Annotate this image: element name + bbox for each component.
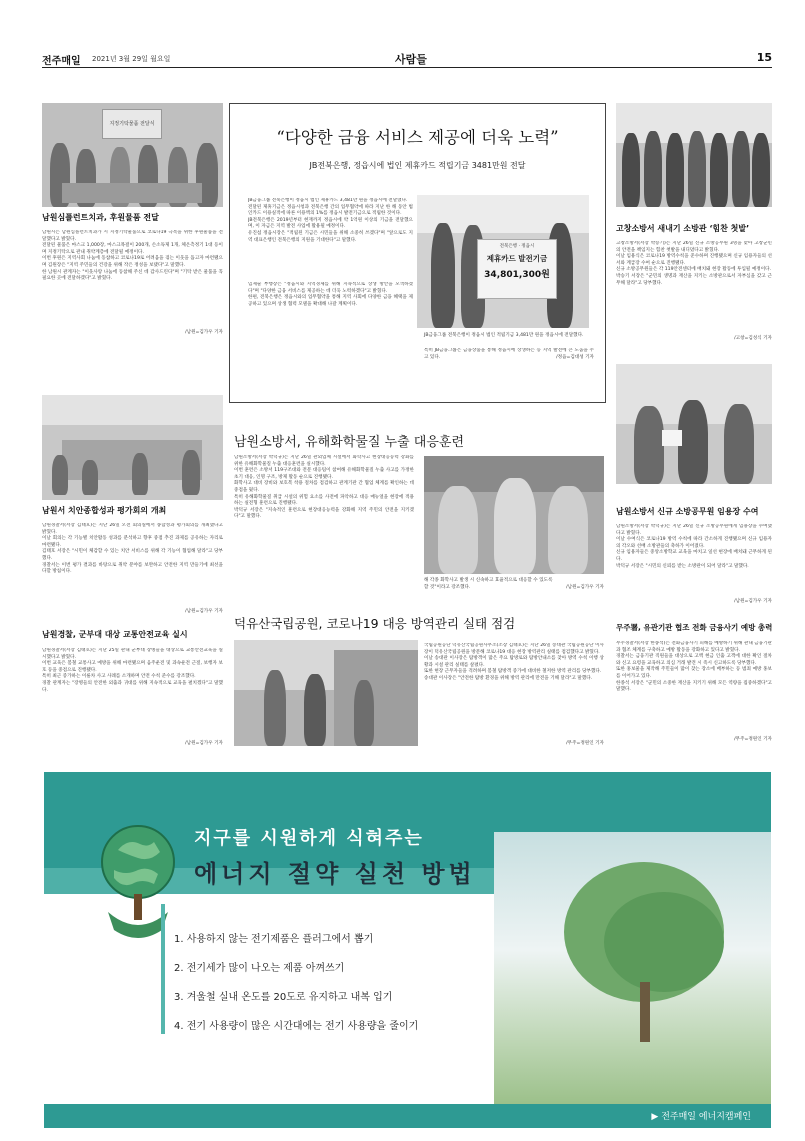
- byline: /남원=김가우 기자: [185, 330, 223, 335]
- byline: /무주=정원인 기자: [566, 741, 604, 746]
- tree-canopy: [604, 892, 724, 992]
- article-title: 남원서 치안종합성과 평가회의 개최: [42, 506, 167, 515]
- photo-police-meeting: [42, 395, 223, 500]
- tip-item: 1. 사용하지 않는 전기제품은 플러그에서 뽑기: [174, 934, 374, 945]
- featured-body-2: 임제술 부행장은 "정읍시와 지역경제를 위해 지속적으로 상생 방안을 모색하겠다"며 "다양한 금융 서비스를 제공하는 데 더욱 노력하겠다"고 밝혔다. 한편, 전북은행은 정읍시와의 업무협약을 통해 지역 사회에 다양한 금융 혜택을 제공하고 있으며 상생 협력 모델을 확대해 나갈 계획이다.: [248, 282, 413, 307]
- banner-text: 지정기탁물품 전달식: [109, 121, 155, 127]
- photo-gochang-firefighters: [616, 103, 772, 207]
- byline: /무주=정원인 기자: [734, 737, 772, 742]
- tip-item: 3. 겨울철 실내 온도를 20도로 유지하고 내복 입기: [174, 992, 393, 1003]
- article-body: 남원경찰서(서장 김태호)는 지난 26일 오전 회의실에서 종합성과 평가회의를 개최했다고 밝혔다. 이날 회의는 각 기능별 치안활동 성과를 분석하고 향후 중점 추진 과제를 공유하는 자리로 마련됐다. 김태호 서장은 "시민이 체감할 수 있는 치안 서비스를 위해 각 기능이 협업해 달라"고 당부했다. 경찰서는 이번 평가 결과를 바탕으로 취약 분야를 보완하고 안전한 지역 만들기에 최선을 다할 방침이다.: [42, 523, 223, 575]
- brand-name: 전주매일: [42, 56, 81, 67]
- article-body: 남원경찰서(서장 김태호)는 지난 25일 관내 군부대 장병들을 대상으로 교통안전교육을 실시했다고 밝혔다. 이번 교육은 봄철 교통사고 예방을 위해 마련됐으며 음주운전 및 과속운전 근절, 보행자 보호 등을 중점으로 진행됐다. 특히 최근 증가하는 이륜차 사고 사례를 소개하며 안전 수칙 준수를 강조했다. 경찰 관계자는 "장병들의 안전한 외출과 귀대를 위해 지속적으로 교육을 펼치겠다"고 말했다.: [42, 648, 223, 693]
- byline: /남원=김가우 기자: [185, 741, 223, 746]
- photo-caption: 해 각종 화학사고 발생 시 신속하고 효율적으로 대응할 수 있도록 할 것"이라고 강조했다.: [424, 578, 553, 590]
- article-body: 고창소방서(서장 박승기)는 지난 26일 신규 소방공무원 3명을 맞아 고창군민의 안전을 책임지는 힘찬 첫발을 내디뎠다고 밝혔다. 이날 임용식은 코로나19 방역수칙을 준수하며 진행됐으며 신규 임용자들의 선서와 계급장 수여 순으로 진행됐다. 신규 소방공무원들은 각 119안전센터에 배치돼 현장 활동에 투입될 예정이다. 박승기 서장은 "군민의 생명과 재산을 지키는 소방관으로서 자부심을 갖고 근무해 달라"고 당부했다.: [616, 241, 772, 286]
- byline: /남원=김가우 기자: [566, 585, 604, 590]
- tip-item: 2. 전기세가 많이 나오는 제품 아껴쓰기: [174, 963, 345, 974]
- byline: /남원=김가우 기자: [185, 609, 223, 614]
- photo-dental-donation: [42, 103, 223, 207]
- article-body: 남원소방서(서장 박덕규)는 지난 26일 신규 소방공무원에게 임용장을 수여했다고 밝혔다. 이날 수여식은 코로나19 방역 수칙에 따라 간소하게 진행됐으며 신규 임용자의 각오와 선배 소방관들의 축하가 이어졌다. 신규 임용자들은 중앙소방학교 교육을 마치고 일선 현장에 배치돼 근무하게 된다. 박덕규 서장은 "시민의 신뢰를 받는 소방관이 되어 달라"고 말했다.: [616, 524, 772, 569]
- featured-body-3: 특히 JB금융그룹은 금융상품을 통해 정읍시에 상생하는 등 지역 발전에 큰 도움을 주고 있다.: [424, 348, 594, 360]
- ad-heading-1: 지구를 시원하게 식혀주는: [194, 828, 424, 849]
- byline: /고창=김성식 기자: [734, 336, 772, 341]
- globe-tree-icon: [88, 810, 188, 960]
- photo-bank-donation: [417, 195, 589, 328]
- article-headline: 덕유산국립공원, 코로나19 대응 방역관리 실태 점검: [234, 616, 516, 631]
- energy-campaign-ad: [44, 772, 771, 1128]
- tree-trunk: [640, 982, 650, 1042]
- photo-hazmat-drill: [424, 456, 604, 574]
- article-body: 국립공원공단 덕유산국립공원사무소(소장 김태호)는 지난 26일 송대관 국립공원공단 이사장이 덕유산국립공원을 방문해 코로나19 대응 현장 방역관리 실태를 점검했다고 밝혔다. 이날 송대관 이사장은 탐방객이 많은 주요 탐방로와 탐방안내소를 찾아 방역 수칙 이행 상황과 시설 관리 실태를 살폈다. 또한 현장 근무자들을 격려하며 봄철 탐방객 증가에 대비한 철저한 방역 관리를 당부했다. 송대관 이사장은 "안전한 탐방 환경을 위해 방역 관리에 만전을 기해 달라"고 말했다.: [424, 643, 604, 681]
- photo-caption: JB금융그룹 전북은행이 정읍시 법인 적립기금 3,481만 원을 정읍시에 전달했다.: [424, 333, 584, 338]
- byline: /남원=김가우 기자: [734, 599, 772, 604]
- masthead: [42, 50, 772, 68]
- photo-park-inspection: [234, 640, 418, 746]
- article-title: 고창소방서 새내기 소방관 ‘힘찬 첫발’: [616, 224, 750, 233]
- featured-headline: “다양한 금융 서비스 제공에 더욱 노력”: [276, 128, 559, 147]
- tips-accent-bar: [161, 904, 165, 1034]
- byline: /정읍=김대성 기자: [556, 355, 594, 360]
- article-title: 남원경찰, 군부대 대상 교통안전교육 실시: [42, 630, 188, 639]
- featured-body-1: JB금융그룹 전북은행이 정읍시 법인 제휴카드 3,481만 원을 정읍시에 전달했다. 전달된 제휴기금은 정읍시청과 전북은행 간의 업무협약에 따라 지난 한 해 동안 법인카드 이용실적에 따른 이용액의 1%를 정읍시 발전기금으로 적립한 것이다. JB전북은행은 2019년부터 현재까지 정읍시에 약 1억원 이상의 기금을 전달했으며, 이 자금은 지역 발전 사업에 활용될 예정이다. 유진섭 정읍시장은 "적립된 기금은 시민들을 위해 소중히 쓰겠다"며 "앞으로도 지역 대표은행인 전북은행의 지원을 기대한다"고 말했다.: [248, 198, 413, 243]
- page-number: 15: [756, 51, 772, 64]
- photo-namwon-appointment: [616, 364, 772, 484]
- ad-footer-text: ▶ 전주매일 에너지캠페인: [651, 1112, 751, 1122]
- ad-heading-2: 에너지 절약 실천 방법: [194, 860, 476, 888]
- article-body: 남원소방서(서장 박덕규)는 지난 26일 관외업체 시설에서 화학사고 현장대응능력 강화를 위한 유해화학물질 누출 대응훈련을 실시했다. 이번 훈련은 소방서 119구조대와 전문 대응팀이 참여해 유해화학물질 누출 사고를 가정한 초기 대응, 인명 구조, 방제 활동 순으로 진행됐다. 화학사고 대비 장비와 보호복 착용 절차를 점검하고 관계기관 간 협업 체계를 확인하는 데 중점을 뒀다. 특히 유해화학물질 취급 시설의 위험 요소를 사전에 파악하고 대응 매뉴얼을 현장에 적용하는 실전형 훈련으로 진행됐다. 박덕규 서장은 "지속적인 훈련으로 현장대응능력을 강화해 지역 주민의 안전을 지키겠다"고 말했다.: [234, 455, 414, 520]
- section-name: 사람들: [395, 53, 427, 66]
- issue-date: 2021년 3월 29일 월요일: [92, 55, 171, 63]
- article-body: 남원시는 남원심플런트치과가 시 지정기탁물품으로 코로나19 극복을 위한 후원물품을 전달했다고 밝혔다. 전달된 물품은 마스크 1,000장, 마스크목걸이 200개, 손소독제 1개, 체온측정기 1대 등이며 지정기탁으로 관내 취약계층에 전달될 예정이다. 이번 후원은 지역사회 나눔에 동참하고 코로나19로 어려움을 겪는 이웃을 돕고자 마련됐으며 김원장은 "지역 주민들의 건강을 위해 작은 정성을 보탰다"고 말했다. 한 남원시 관계자는 "이웃사랑 나눔에 동참해 주신 데 감사드린다"며 "기탁 받은 물품을 꼭 필요한 곳에 전달하겠다"고 밝혔다.: [42, 230, 223, 282]
- sign-top: 전북은행 · 정읍시: [499, 244, 535, 249]
- article-title: 무주署, 유관기관 협조 전화 금융사기 예방 총력: [616, 623, 773, 632]
- article-title: 남원소방서 신규 소방공무원 임용장 수여: [616, 507, 759, 516]
- article-title: 남원심플런트치과, 후원물품 전달: [42, 213, 159, 222]
- sign-amount: 34,801,300원: [484, 270, 550, 280]
- sign-label: 제휴카드 발전기금: [486, 254, 548, 263]
- tip-item: 4. 전기 사용량이 많은 시간대에는 전기 사용량을 줄이기: [174, 1021, 419, 1032]
- featured-subtitle: JB전북은행, 정읍시에 법인 제휴카드 적립기금 3481만원 전달: [309, 161, 526, 170]
- article-body: 무주경찰서(서장 한종석)는 전화금융사기 피해를 예방하기 위해 관내 금융기관과 협조 체계를 구축하고 예방 활동을 강화하고 있다고 밝혔다. 경찰서는 금융기관 직원들을 대상으로 고액 현금 인출 고객에 대한 확인 절차와 신고 요령을 교육하고 의심 거래 발견 시 즉시 신고하도록 당부했다. 또한 홍보물을 제작해 주민들이 많이 찾는 장소에 배부하는 등 범죄 예방 홍보를 이어가고 있다. 한종석 서장은 "군민의 소중한 재산을 지키기 위해 모든 역량을 집중하겠다"고 말했다.: [616, 641, 772, 693]
- article-headline: 남원소방서, 유해화학물질 누출 대응훈련: [234, 435, 465, 450]
